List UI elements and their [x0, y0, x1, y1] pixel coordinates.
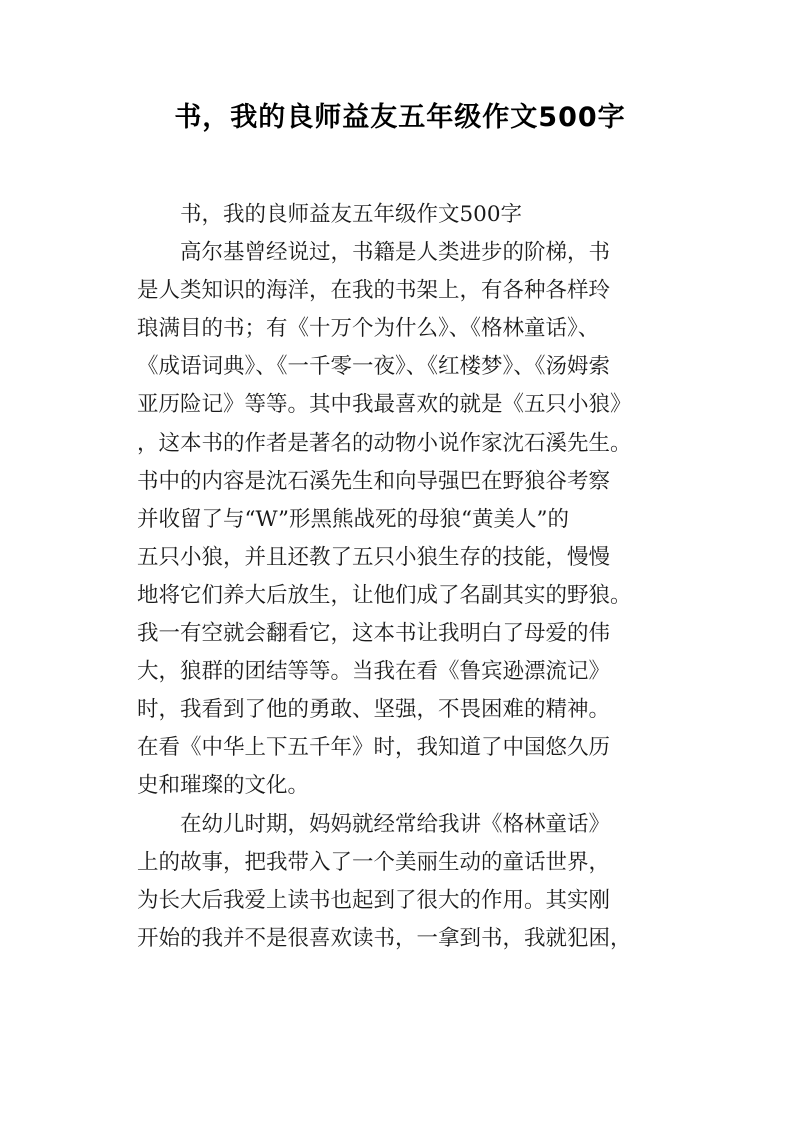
paragraph-1-line: 时，我看到了他的勇敢、坚强，不畏困难的精神。	[137, 697, 611, 723]
paragraph-1-line: 亚历险记》等等。其中我最喜欢的就是《五只小狼》	[137, 392, 632, 418]
document-title: 书，我的良师益友五年级作文500字	[174, 102, 626, 133]
paragraph-1-line: ，这本书的作者是著名的动物小说作家沈石溪先生。	[137, 430, 632, 456]
paragraph-1-line: 高尔基曾经说过，书籍是人类进步的阶梯，书	[180, 240, 611, 266]
paragraph-1-line: 五只小狼，并且还教了五只小狼生存的技能，慢慢	[137, 544, 611, 570]
paragraph-1-line: 我一有空就会翻看它，这本书让我明白了母爱的伟	[137, 621, 611, 647]
paragraph-1-line: 《成语词典》、《一千零一夜》、《红楼梦》、《汤姆索	[137, 354, 611, 380]
paragraph-1-line: 地将它们养大后放生，让他们成了名副其实的野狼。	[137, 582, 632, 608]
paragraph-1-line: 琅满目的书；有《十万个为什么》、《格林童话》、	[137, 316, 600, 342]
paragraph-2-line: 为长大后我爱上读书也起到了很大的作用。其实刚	[137, 887, 611, 913]
paragraph-1-line: 是人类知识的海洋，在我的书架上，有各种各样玲	[137, 278, 611, 304]
document-body	[137, 196, 677, 958]
paragraph-1-line: 书中的内容是沈石溪先生和向导强巴在野狼谷考察	[137, 468, 611, 494]
paragraph-1-line: 大，狼群的团结等等。当我在看《鲁宾逊漂流记》	[137, 659, 611, 685]
paragraph-2-line: 开始的我并不是很喜欢读书，一拿到书，我就犯困，	[137, 925, 632, 951]
paragraph-1-line: 并收留了与“W”形黑熊战死的母狼“黄美人”的	[137, 506, 569, 532]
paragraph-2-line: 在幼儿时期，妈妈就经常给我讲《格林童话》	[180, 811, 611, 837]
subtitle-line: 书，我的良师益友五年级作文500字	[180, 202, 523, 227]
paragraph-1-line: 史和璀璨的文化。	[137, 773, 310, 799]
paragraph-2-line: 上的故事，把我带入了一个美丽生动的童话世界，	[137, 849, 611, 875]
paragraph-1-line: 在看《中华上下五千年》时，我知道了中国悠久历	[137, 735, 611, 761]
